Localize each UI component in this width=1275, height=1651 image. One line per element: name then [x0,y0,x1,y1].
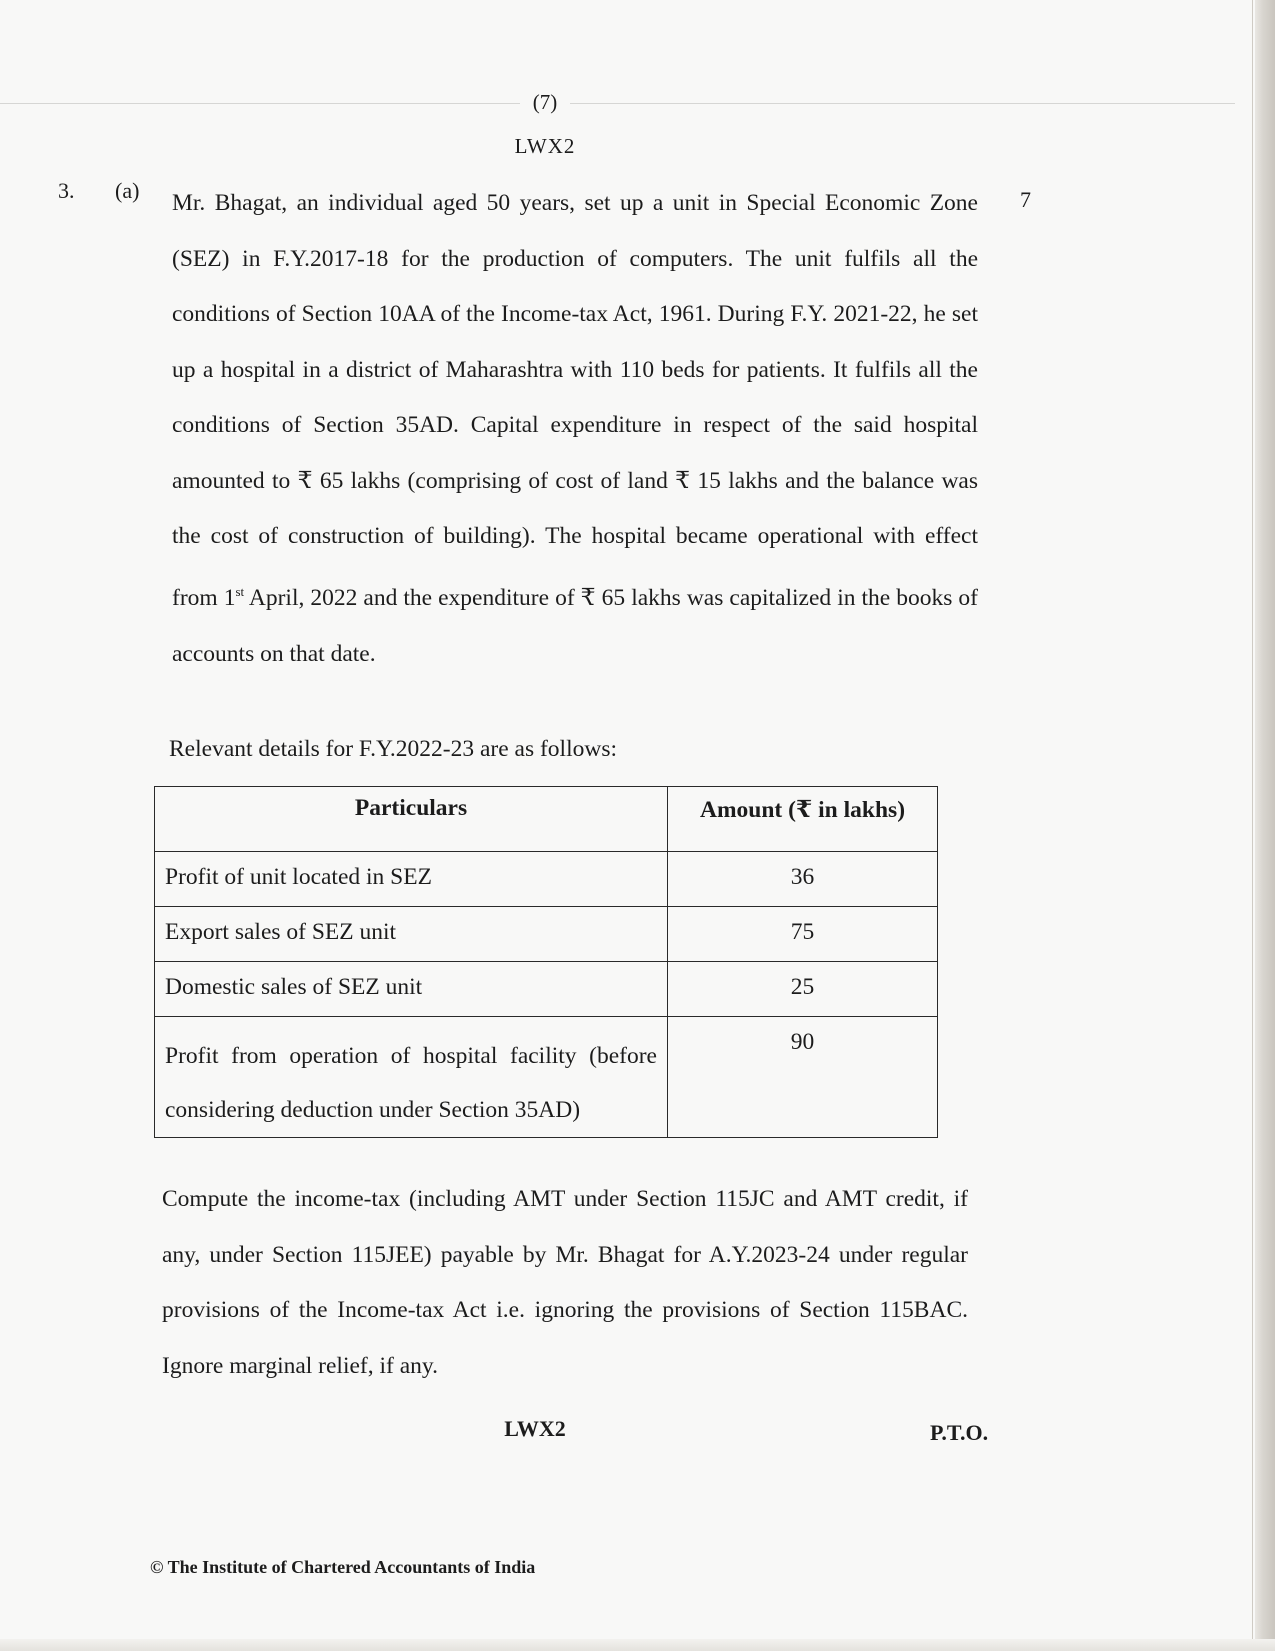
question-number: 3. [58,178,75,203]
row-amount: 75 [668,907,938,962]
question-part: (a) [115,178,140,203]
page-edge-shadow [1255,0,1275,1651]
paper-code-footer: LWX2 [504,1416,566,1441]
table-row [155,852,938,907]
table-row [155,962,938,1017]
row-amount: 90 [668,1017,938,1138]
details-table [154,786,938,1138]
page-edge-line [1252,0,1253,1651]
row-particular: Domestic sales of SEZ unit [155,962,668,1017]
relevant-details-intro: Relevant details for F.Y.2022-23 are as follows: [169,736,618,762]
question-body [172,176,978,682]
page-number: (7) [520,90,570,115]
question-marks: 7 [1020,187,1031,212]
row-particular: Export sales of SEZ unit [155,907,668,962]
top-rule [0,103,1235,104]
row-particular: Profit of unit located in SEZ [155,852,668,907]
question-instruction: Compute the income-tax (including AMT under Section 115JC and AMT credit, if any, under Section 115JEE) payable by Mr. Bhagat for A.Y.2023-24 under regular provisions of the Income-tax Act i.e. ignoring the provisions of Section 115BAC. Ignore marginal relief, if any. [162,1186,968,1379]
row-amount: 36 [668,852,938,907]
table-row [155,1017,938,1138]
row-particular: Profit from operation of hospital facility (before considering deduction under Section 35AD) [155,1017,668,1138]
copyright-notice: © The Institute of Chartered Accountants of India [150,1557,536,1577]
page-bottom-edge [0,1639,1275,1651]
header-amount: Amount (₹ in lakhs) [668,787,938,852]
table-header-row [155,787,938,852]
question-text-lead: Mr. Bhagat, an individual aged 50 years, set up a unit in Special Economic Zone (SEZ) in F.Y.2017-18 for the production of computers. The unit fulfils all the conditions of Section 10AA of the Income-tax Act, 1961. During F.Y. 2021-22, he set up a hospital in a district of Maharashtra with 110 beds for patients. It fulfils all the conditions of Section 35AD. Capital expenditure in respect of the said hospital amounted to ₹ 65 lakhs (comprising of cost of land ₹ 15 lakhs and the balance was the cost of construction of building). The hospital became operational with effect from 1st April, 2022 and the expenditure of ₹ 65 lakhs was capitalized in the books of accounts on that date. [172,190,978,667]
table-row [155,907,938,962]
row-amount: 25 [668,962,938,1017]
header-particulars: Particulars [155,787,668,852]
paper-code-header: LWX2 [514,134,576,158]
pto-label: P.T.O. [930,1420,989,1445]
